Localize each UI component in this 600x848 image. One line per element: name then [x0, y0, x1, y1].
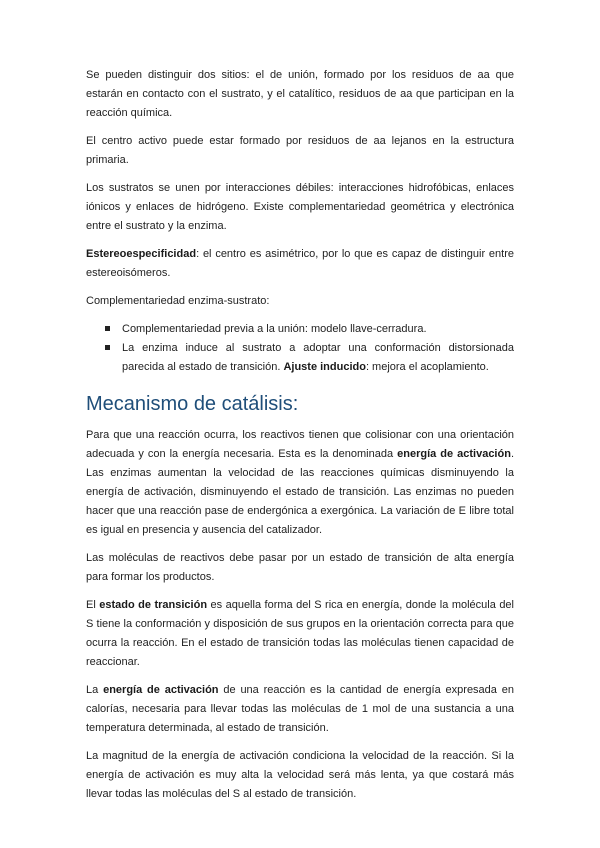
paragraph-complementarity-intro: [86, 292, 514, 311]
paragraph-text: Para que una reacción ocurra, los reactivos tienen que colisionar con una orientación adecuada y con la energía necesaria. Esta es la denominada: [86, 429, 514, 460]
paragraph-text: Las moléculas de reactivos debe pasar por un estado de transición de alta energía para formar los productos.: [86, 552, 514, 583]
list-item: [122, 339, 514, 377]
bold-term: energía de activación: [103, 684, 219, 696]
paragraph-text: : el centro es asimétrico, por lo que es capaz de distinguir entre estereoisómeros.: [86, 248, 514, 279]
paragraph-text: Se pueden distinguir dos sitios: el de unión, formado por los residuos de aa que estarán en contacto con el sustrato, y el catalítico, residuos de aa que participan en la reacción química.: [86, 69, 514, 119]
paragraph-activation-energy-magnitude: [86, 747, 514, 804]
square-bullet-icon: [105, 345, 110, 350]
bold-term: estado de transición: [99, 599, 208, 611]
bold-term: energía de activación: [397, 448, 511, 460]
list-item-text: : mejora el acoplamiento.: [365, 361, 489, 373]
paragraph-text: Complementariedad enzima-sustrato:: [86, 295, 270, 307]
paragraph-text: de una reacción es la cantidad de energía expresada en calorías, necesaria para llevar todas las moléculas de 1 mol de una sustancia a una temperatura determinada, al estado de transición.: [86, 684, 514, 734]
paragraph-transition-state-need: [86, 549, 514, 587]
bullet-list: [86, 320, 514, 377]
paragraph-text: La: [86, 684, 104, 696]
paragraph-active-center: [86, 132, 514, 170]
paragraph-activation-energy-definition: [86, 681, 514, 738]
bold-term: Ajuste inducido: [283, 361, 366, 373]
list-item-text: Complementariedad previa a la unión: modelo llave-cerradura.: [122, 323, 427, 335]
paragraph-text: El centro activo puede estar formado por residuos de aa lejanos en la estructura primaria.: [86, 135, 514, 166]
paragraph-text: La magnitud de la energía de activación condiciona la velocidad de la reacción. Si la energía de activación es muy alta la velocidad será más lenta, ya que costará más llevar todas las moléculas del S al estado de transición.: [86, 750, 514, 800]
list-item-text: La enzima induce al sustrato a adoptar una conformación distorsionada parecida al estado de transición.: [122, 342, 514, 373]
paragraph-binding-sites: [86, 66, 514, 123]
square-bullet-icon: [105, 326, 110, 331]
bold-term: Estereoespecificidad: [86, 248, 197, 260]
paragraph-stereospecificity: [86, 245, 514, 283]
paragraph-text: El: [86, 599, 100, 611]
paragraph-text: . Las enzimas aumentan la velocidad de las reacciones químicas disminuyendo la energía de activación, disminuyendo el estado de transición. Las enzimas no pueden hacer que una reacción pase de endergónica a exergónica. La variación de E libre total es igual en presencia y ausencia del catalizador.: [86, 448, 514, 536]
paragraph-transition-state-definition: [86, 596, 514, 672]
paragraph-text: Los sustratos se unen por interacciones débiles: interacciones hidrofóbicas, enlaces iónicos y enlaces de hidrógeno. Existe complementariedad geométrica y electrónica entre el sustrato y la enzima.: [86, 182, 514, 232]
list-item: [122, 320, 514, 339]
paragraph-substrate-binding: [86, 179, 514, 236]
paragraph-text: es aquella forma del S rica en energía, donde la molécula del S tiene la conformación y disposición de sus grupos en la orientación correcta para que ocurra la reacción. En el estado de transición todas las moléculas tienen capacidad de reaccionar.: [86, 599, 514, 668]
paragraph-activation-energy-intro: [86, 426, 514, 540]
section-heading: Mecanismo de catálisis:: [86, 393, 299, 415]
